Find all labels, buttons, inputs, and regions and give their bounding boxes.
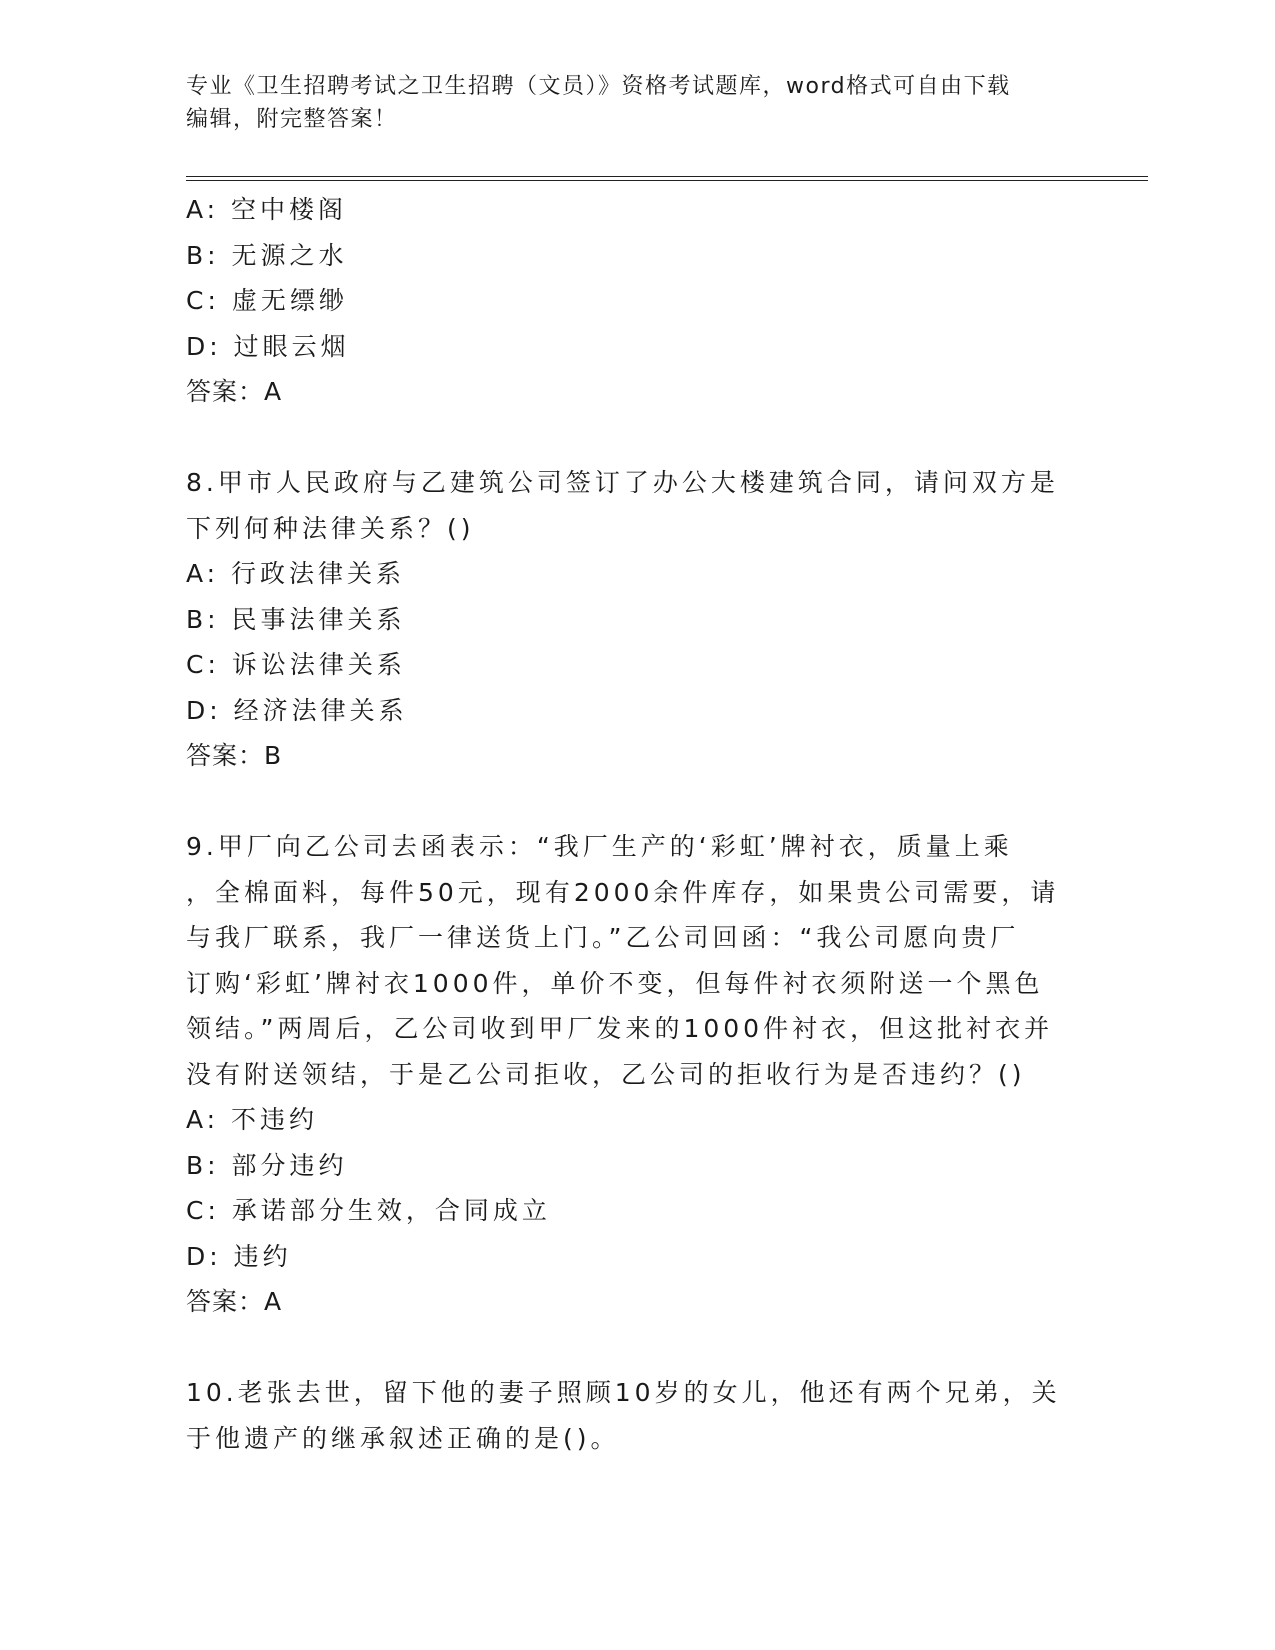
option-a: A: 不违约 [186,1105,319,1134]
question-text-line: 下列何种法律关系？() [186,513,475,543]
option-b: B: 民事法律关系 [186,604,406,634]
question-10 [186,1370,1066,1461]
option-a: A: 行政法律关系 [186,559,406,588]
answer: 答案：A [186,1287,283,1316]
question-text-line: 与我厂联系，我厂一律送货上门。”乙公司回函：“我公司愿向贵厂 [186,923,1020,952]
page-header [186,70,1086,136]
option-d: D: 经济法律关系 [186,695,408,725]
spacer [186,415,1066,461]
question-text-line: 于他遗产的继承叙述正确的是()。 [186,1423,620,1453]
option-c: C: 诉讼法律关系 [186,650,406,679]
question-9 [186,824,1066,1325]
header-line-1: 专业《卫生招聘考试之卫生招聘（文员）》资格考试题库，word格式可自由下载 [186,74,1011,99]
option-c: C: 虚无缥缈 [186,286,348,315]
question-text-line: ，全棉面料，每件50元，现有2000余件库存，如果贵公司需要，请 [186,877,1060,907]
question-text-line: 订购‘彩虹’牌衬衣1000件，单价不变，但每件衬衣须附送一个黑色 [186,968,1044,998]
answer: 答案：A [186,377,283,406]
spacer [186,1325,1066,1371]
question-8 [186,460,1066,779]
question-7 [186,187,1066,415]
option-c: C: 承诺部分生效，合同成立 [186,1196,551,1225]
option-b: B: 无源之水 [186,240,348,270]
question-text-line: 10.老张去世，留下他的妻子照顾10岁的女儿，他还有两个兄弟，关 [186,1378,1061,1407]
option-d: D: 过眼云烟 [186,331,350,361]
option-d: D: 违约 [186,1241,292,1271]
question-text-line: 没有附送领结，于是乙公司拒收，乙公司的拒收行为是否违约？() [186,1059,1026,1089]
option-b: B: 部分违约 [186,1150,348,1180]
question-text-line: 9.甲厂向乙公司去函表示：“我厂生产的‘彩虹’牌衬衣，质量上乘 [186,832,1013,861]
spacer [186,779,1066,825]
option-a: A: 空中楼阁 [186,195,348,224]
header-divider [186,176,1148,181]
answer: 答案：B [186,741,283,770]
question-text-line: 8.甲市人民政府与乙建筑公司签订了办公大楼建筑合同，请问双方是 [186,468,1059,497]
question-content [186,187,1066,1461]
question-text-line: 领结。”两周后，乙公司收到甲厂发来的1000件衬衣，但这批衬衣并 [186,1014,1054,1043]
header-line-2: 编辑，附完整答案！ [186,107,398,132]
